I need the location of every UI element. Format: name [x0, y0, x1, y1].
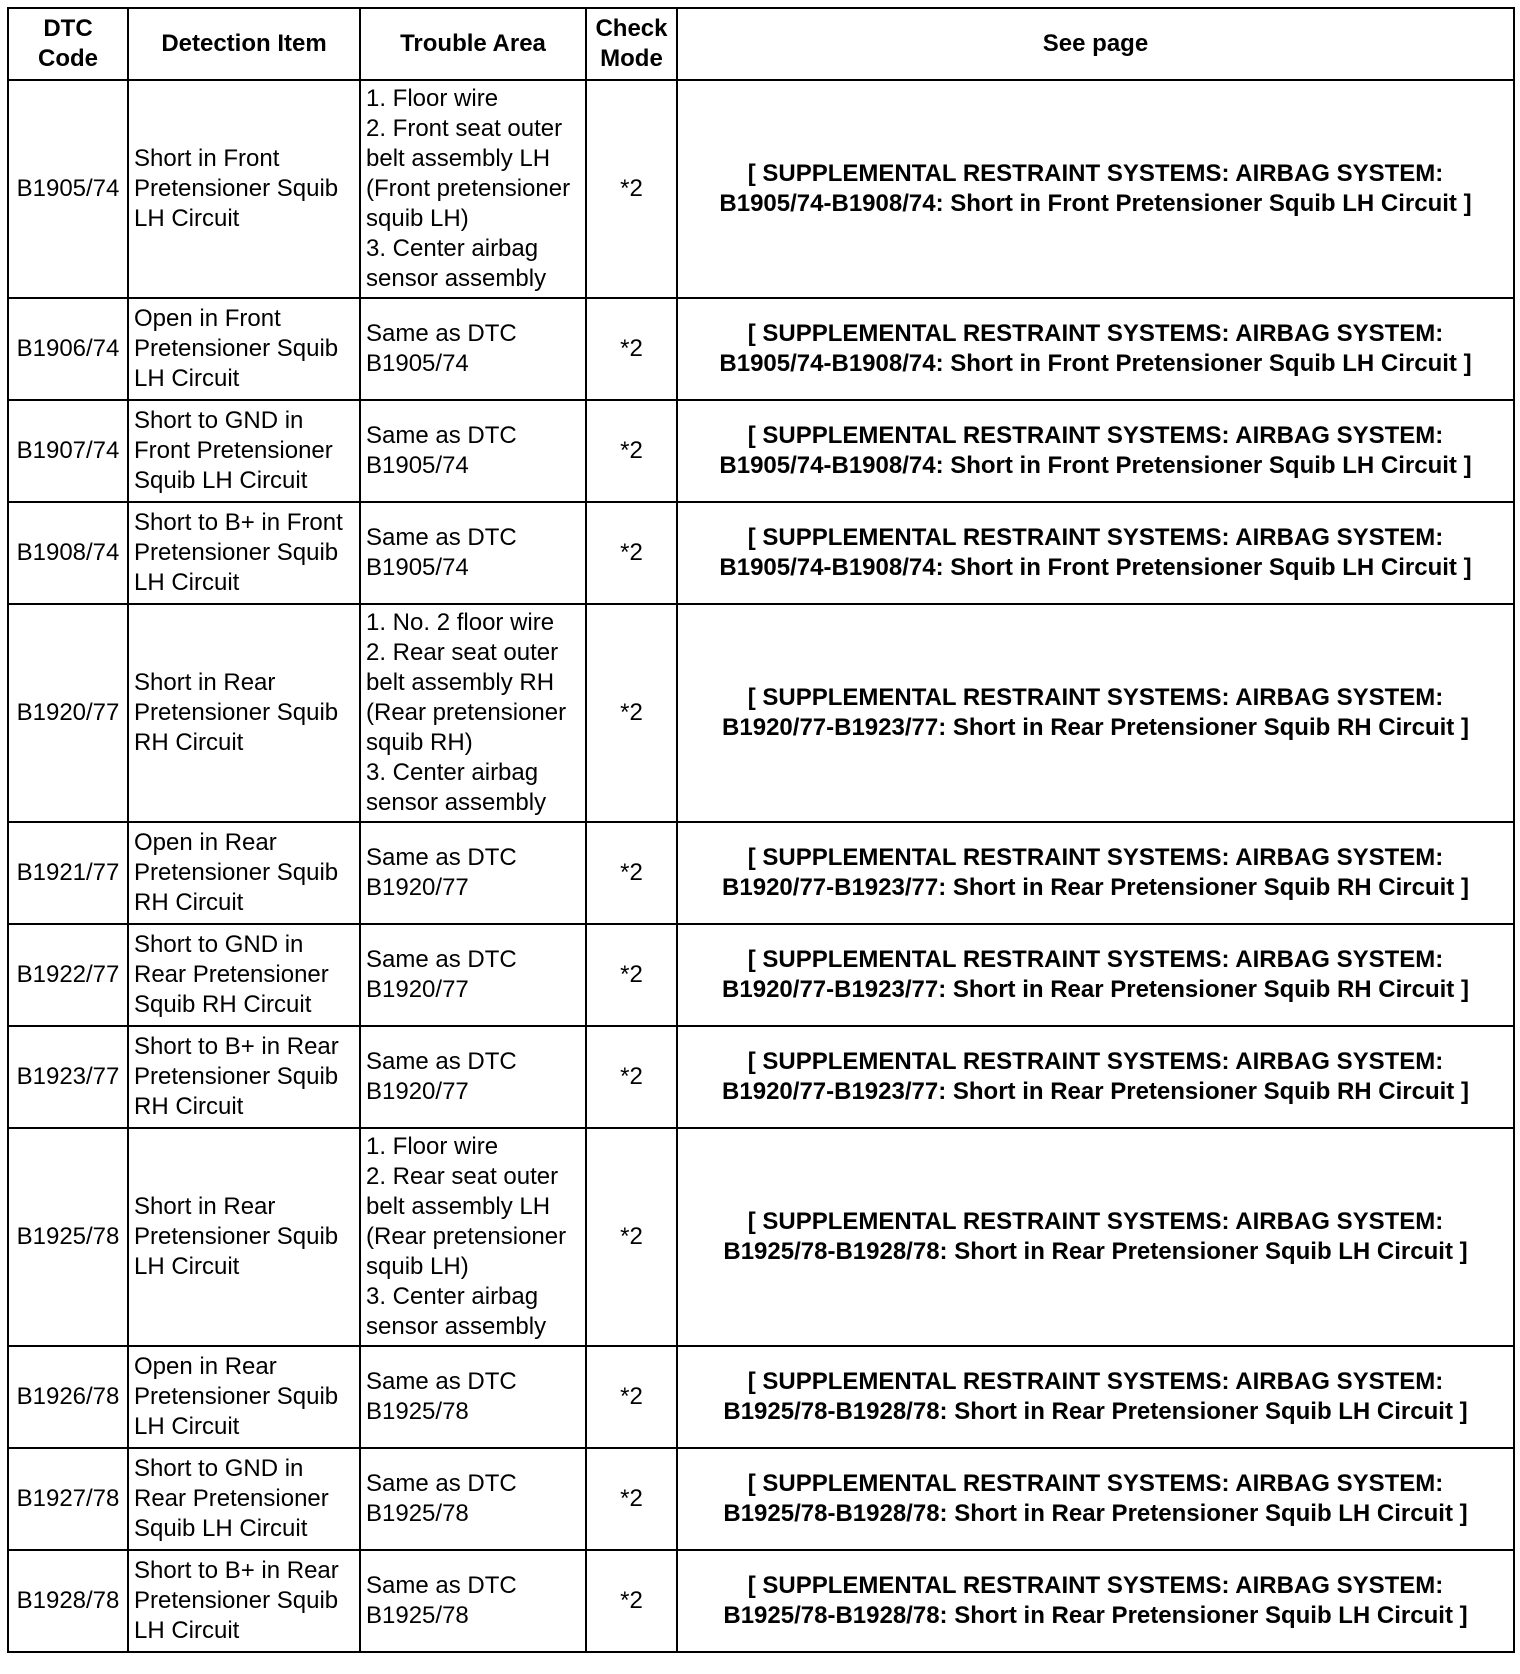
cell-line: Squib LH Circuit — [134, 467, 308, 494]
cell-line: 1. Floor wire — [366, 1133, 499, 1160]
cell-line: (Rear pretensioner — [366, 699, 567, 726]
detection-item-cell — [128, 1128, 360, 1346]
table-row — [8, 400, 1514, 502]
cell-line: Rear Pretensioner — [134, 961, 329, 988]
table-row — [8, 1346, 1514, 1448]
cell-line: [ SUPPLEMENTAL RESTRAINT SYSTEMS: AIRBAG SYSTEM: — [747, 1572, 1444, 1599]
table-row — [8, 298, 1514, 400]
dtc-code-cell: B1905/74 — [8, 80, 128, 298]
header-line: Code — [38, 45, 98, 72]
check-mode-cell: *2 — [586, 1026, 677, 1128]
trouble-area-cell — [360, 924, 586, 1026]
cell-line: Rear Pretensioner — [134, 1485, 329, 1512]
cell-line: 2. Front seat outer — [366, 115, 563, 142]
detection-item-cell — [128, 924, 360, 1026]
cell-line: LH Circuit — [134, 205, 240, 232]
cell-line: LH Circuit — [134, 1617, 240, 1644]
cell-line: Short to B+ in Front — [134, 509, 343, 536]
check-mode-cell: *2 — [586, 80, 677, 298]
check-mode-cell: *2 — [586, 1128, 677, 1346]
cell-line: Pretensioner Squib — [134, 335, 339, 362]
cell-line: [ SUPPLEMENTAL RESTRAINT SYSTEMS: AIRBAG SYSTEM: — [747, 422, 1444, 449]
see-page-link[interactable] — [677, 822, 1514, 924]
cell-line: (Rear pretensioner — [366, 1223, 567, 1250]
cell-line: 3. Center airbag — [366, 235, 539, 262]
cell-line: B1920/77-B1923/77: Short in Rear Pretensioner Squib RH Circuit ] — [722, 714, 1469, 741]
see-page-link[interactable] — [677, 298, 1514, 400]
cell-line: B1905/74-B1908/74: Short in Front Pretensioner Squib LH Circuit ] — [719, 350, 1472, 377]
table-row — [8, 1026, 1514, 1128]
cell-line: Same as DTC — [366, 946, 517, 973]
see-page-link[interactable] — [677, 924, 1514, 1026]
cell-line: B1905/74-B1908/74: Short in Front Pretensioner Squib LH Circuit ] — [719, 452, 1472, 479]
dtc-code-cell: B1925/78 — [8, 1128, 128, 1346]
table-row — [8, 1448, 1514, 1550]
trouble-area-cell — [360, 822, 586, 924]
dtc-code-cell: B1921/77 — [8, 822, 128, 924]
dtc-table-container — [7, 7, 1515, 1653]
see-page-link[interactable] — [677, 400, 1514, 502]
trouble-area-cell — [360, 1128, 586, 1346]
cell-line: Pretensioner Squib — [134, 1063, 339, 1090]
dtc-code-cell: B1922/77 — [8, 924, 128, 1026]
cell-line: Short to B+ in Rear — [134, 1557, 339, 1584]
cell-line: (Front pretensioner — [366, 175, 571, 202]
dtc-code-cell: B1920/77 — [8, 604, 128, 822]
cell-line: B1920/77 — [366, 874, 469, 901]
cell-line: Same as DTC — [366, 1048, 517, 1075]
trouble-area-cell — [360, 1346, 586, 1448]
table-body — [8, 80, 1514, 1652]
detection-item-cell — [128, 400, 360, 502]
cell-line: squib RH) — [366, 729, 473, 756]
cell-line: B1925/78 — [366, 1500, 469, 1527]
detection-item-cell — [128, 80, 360, 298]
dtc-code-cell: B1926/78 — [8, 1346, 128, 1448]
cell-line: Open in Rear — [134, 829, 277, 856]
header-check-mode — [586, 8, 677, 80]
cell-line: B1925/78 — [366, 1398, 469, 1425]
header-trouble-area: Trouble Area — [360, 8, 586, 80]
check-mode-cell: *2 — [586, 1448, 677, 1550]
trouble-area-cell — [360, 502, 586, 604]
dtc-table — [7, 7, 1515, 1653]
check-mode-cell: *2 — [586, 400, 677, 502]
cell-line: [ SUPPLEMENTAL RESTRAINT SYSTEMS: AIRBAG SYSTEM: — [747, 946, 1444, 973]
see-page-link[interactable] — [677, 502, 1514, 604]
see-page-link[interactable] — [677, 604, 1514, 822]
cell-line: belt assembly LH — [366, 145, 551, 172]
cell-line: B1920/77-B1923/77: Short in Rear Pretensioner Squib RH Circuit ] — [722, 874, 1469, 901]
cell-line: Same as DTC — [366, 422, 517, 449]
cell-line: B1905/74 — [366, 350, 469, 377]
header-row — [8, 8, 1514, 80]
table-row — [8, 80, 1514, 298]
cell-line: B1905/74-B1908/74: Short in Front Pretensioner Squib LH Circuit ] — [719, 190, 1472, 217]
trouble-area-cell — [360, 80, 586, 298]
check-mode-cell: *2 — [586, 822, 677, 924]
cell-line: squib LH) — [366, 1253, 469, 1280]
cell-line: Squib RH Circuit — [134, 991, 312, 1018]
cell-line: Same as DTC — [366, 844, 517, 871]
cell-line: LH Circuit — [134, 365, 240, 392]
detection-item-cell — [128, 1448, 360, 1550]
dtc-code-cell: B1928/78 — [8, 1550, 128, 1652]
header-dtc-code — [8, 8, 128, 80]
cell-line: squib LH) — [366, 205, 469, 232]
trouble-area-cell — [360, 1026, 586, 1128]
detection-item-cell — [128, 822, 360, 924]
cell-line: Pretensioner Squib — [134, 175, 339, 202]
cell-line: Same as DTC — [366, 1470, 517, 1497]
dtc-code-cell: B1908/74 — [8, 502, 128, 604]
trouble-area-cell — [360, 604, 586, 822]
cell-line: [ SUPPLEMENTAL RESTRAINT SYSTEMS: AIRBAG SYSTEM: — [747, 1208, 1444, 1235]
cell-line: Same as DTC — [366, 1572, 517, 1599]
cell-line: B1920/77 — [366, 976, 469, 1003]
check-mode-cell: *2 — [586, 1346, 677, 1448]
trouble-area-cell — [360, 400, 586, 502]
see-page-link[interactable] — [677, 1550, 1514, 1652]
cell-line: LH Circuit — [134, 569, 240, 596]
cell-line: Short to GND in — [134, 407, 304, 434]
cell-line: belt assembly LH — [366, 1193, 551, 1220]
detection-item-cell — [128, 502, 360, 604]
cell-line: B1925/78 — [366, 1602, 469, 1629]
cell-line: 3. Center airbag — [366, 1283, 539, 1310]
cell-line: Short in Rear — [134, 669, 276, 696]
table-row — [8, 502, 1514, 604]
cell-line: Short in Rear — [134, 1193, 276, 1220]
cell-line: B1905/74 — [366, 554, 469, 581]
check-mode-cell: *2 — [586, 1550, 677, 1652]
cell-line: RH Circuit — [134, 889, 244, 916]
cell-line: Pretensioner Squib — [134, 1383, 339, 1410]
cell-line: LH Circuit — [134, 1413, 240, 1440]
cell-line: Pretensioner Squib — [134, 539, 339, 566]
cell-line: Pretensioner Squib — [134, 699, 339, 726]
cell-line: B1925/78-B1928/78: Short in Rear Pretensioner Squib LH Circuit ] — [723, 1398, 1468, 1425]
cell-line: belt assembly RH — [366, 669, 555, 696]
cell-line: 3. Center airbag — [366, 759, 539, 786]
detection-item-cell — [128, 1346, 360, 1448]
cell-line: RH Circuit — [134, 729, 244, 756]
trouble-area-cell — [360, 1448, 586, 1550]
check-mode-cell: *2 — [586, 604, 677, 822]
cell-line: [ SUPPLEMENTAL RESTRAINT SYSTEMS: AIRBAG SYSTEM: — [747, 160, 1444, 187]
dtc-code-cell: B1907/74 — [8, 400, 128, 502]
cell-line: sensor assembly — [366, 265, 547, 292]
trouble-area-cell — [360, 298, 586, 400]
table-row — [8, 1128, 1514, 1346]
see-page-link[interactable] — [677, 80, 1514, 298]
cell-line: [ SUPPLEMENTAL RESTRAINT SYSTEMS: AIRBAG SYSTEM: — [747, 1368, 1444, 1395]
detection-item-cell — [128, 1026, 360, 1128]
cell-line: sensor assembly — [366, 789, 547, 816]
header-see-page: See page — [677, 8, 1514, 80]
header-line: Mode — [600, 45, 663, 72]
header-line: Check — [595, 15, 668, 42]
see-page-link[interactable] — [677, 1346, 1514, 1448]
cell-line: Open in Front — [134, 305, 281, 332]
cell-line: [ SUPPLEMENTAL RESTRAINT SYSTEMS: AIRBAG SYSTEM: — [747, 524, 1444, 551]
cell-line: LH Circuit — [134, 1253, 240, 1280]
cell-line: Pretensioner Squib — [134, 1587, 339, 1614]
cell-line: B1905/74-B1908/74: Short in Front Pretensioner Squib LH Circuit ] — [719, 554, 1472, 581]
cell-line: Front Pretensioner — [134, 437, 333, 464]
cell-line: 1. Floor wire — [366, 85, 499, 112]
cell-line: [ SUPPLEMENTAL RESTRAINT SYSTEMS: AIRBAG SYSTEM: — [747, 844, 1444, 871]
cell-line: Short to GND in — [134, 1455, 304, 1482]
see-page-link[interactable] — [677, 1128, 1514, 1346]
check-mode-cell: *2 — [586, 298, 677, 400]
cell-line: Short to B+ in Rear — [134, 1033, 339, 1060]
cell-line: B1905/74 — [366, 452, 469, 479]
cell-line: Pretensioner Squib — [134, 1223, 339, 1250]
cell-line: [ SUPPLEMENTAL RESTRAINT SYSTEMS: AIRBAG SYSTEM: — [747, 1048, 1444, 1075]
detection-item-cell — [128, 1550, 360, 1652]
table-row — [8, 604, 1514, 822]
cell-line: Same as DTC — [366, 320, 517, 347]
cell-line: Same as DTC — [366, 1368, 517, 1395]
cell-line: B1925/78-B1928/78: Short in Rear Pretensioner Squib LH Circuit ] — [723, 1238, 1468, 1265]
cell-line: sensor assembly — [366, 1313, 547, 1340]
check-mode-cell: *2 — [586, 924, 677, 1026]
cell-line: Same as DTC — [366, 524, 517, 551]
cell-line: Short in Front — [134, 145, 280, 172]
cell-line: Open in Rear — [134, 1353, 277, 1380]
cell-line: B1925/78-B1928/78: Short in Rear Pretensioner Squib LH Circuit ] — [723, 1602, 1468, 1629]
cell-line: Short to GND in — [134, 931, 304, 958]
cell-line: RH Circuit — [134, 1093, 244, 1120]
cell-line: 2. Rear seat outer — [366, 639, 559, 666]
cell-line: B1920/77-B1923/77: Short in Rear Pretensioner Squib RH Circuit ] — [722, 1078, 1469, 1105]
dtc-code-cell: B1923/77 — [8, 1026, 128, 1128]
cell-line: [ SUPPLEMENTAL RESTRAINT SYSTEMS: AIRBAG SYSTEM: — [747, 684, 1444, 711]
table-row — [8, 822, 1514, 924]
table-row — [8, 1550, 1514, 1652]
trouble-area-cell — [360, 1550, 586, 1652]
cell-line: Squib LH Circuit — [134, 1515, 308, 1542]
cell-line: [ SUPPLEMENTAL RESTRAINT SYSTEMS: AIRBAG SYSTEM: — [747, 1470, 1444, 1497]
header-detection-item: Detection Item — [128, 8, 360, 80]
cell-line: Pretensioner Squib — [134, 859, 339, 886]
check-mode-cell: *2 — [586, 502, 677, 604]
see-page-link[interactable] — [677, 1026, 1514, 1128]
cell-line: B1925/78-B1928/78: Short in Rear Pretensioner Squib LH Circuit ] — [723, 1500, 1468, 1527]
detection-item-cell — [128, 604, 360, 822]
dtc-code-cell: B1927/78 — [8, 1448, 128, 1550]
detection-item-cell — [128, 298, 360, 400]
dtc-code-cell: B1906/74 — [8, 298, 128, 400]
see-page-link[interactable] — [677, 1448, 1514, 1550]
cell-line: [ SUPPLEMENTAL RESTRAINT SYSTEMS: AIRBAG SYSTEM: — [747, 320, 1444, 347]
cell-line: 1. No. 2 floor wire — [366, 609, 555, 636]
cell-line: B1920/77 — [366, 1078, 469, 1105]
cell-line: B1920/77-B1923/77: Short in Rear Pretensioner Squib RH Circuit ] — [722, 976, 1469, 1003]
cell-line: 2. Rear seat outer — [366, 1163, 559, 1190]
table-row — [8, 924, 1514, 1026]
header-line: DTC — [43, 15, 93, 42]
